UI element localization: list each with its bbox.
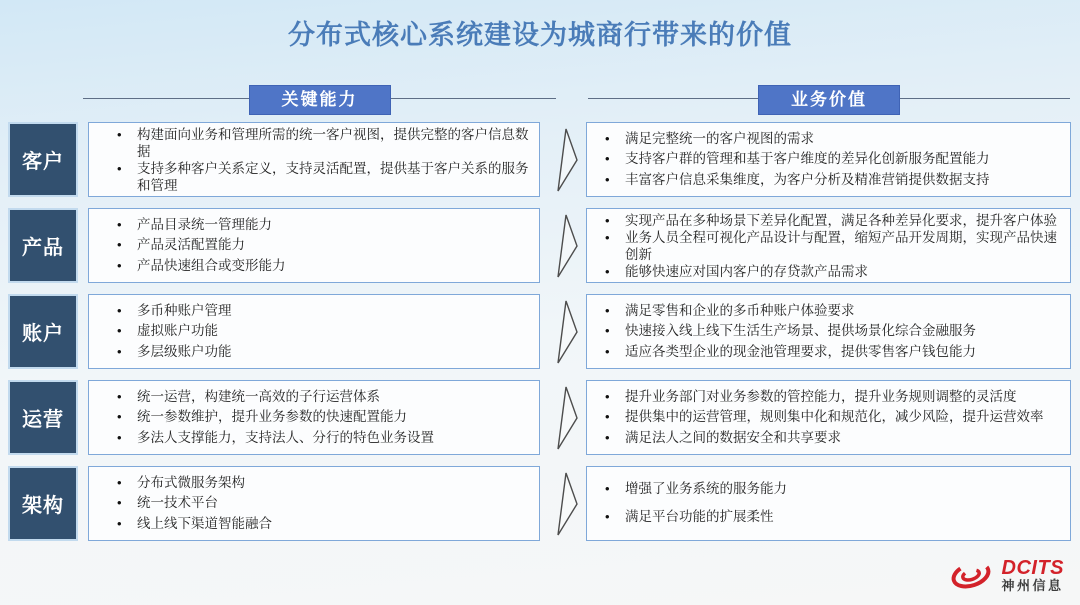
bullet-item: • 业务人员全程可视化产品设计与配置，缩短产品开发周期，实现产品快速创新: [603, 230, 1062, 264]
bullet-item: • 增强了业务系统的服务能力: [603, 481, 1062, 498]
values-box: [586, 380, 1071, 455]
key-capabilities-header-group: [83, 85, 556, 113]
bullet-item: • 产品目录统一管理能力: [115, 217, 531, 234]
bullet-item: • 多法人支撑能力，支持法人、分行的特色业务设置: [115, 430, 531, 447]
logo-company-text: 神州信息: [1001, 577, 1064, 593]
value-rows: [0, 122, 1080, 541]
bullet-item: • 满足平台功能的扩展柔性: [603, 509, 1062, 526]
bullet-item: • 能够快速应对国内客户的存贷款产品需求: [603, 264, 1062, 281]
value-row: [8, 122, 1071, 197]
bullet-item: • 支持客户群的管理和基于客户维度的差异化创新服务配置能力: [603, 151, 1062, 168]
bullet-item: • 分布式微服务架构: [115, 475, 531, 492]
value-row: [8, 380, 1071, 455]
dcits-logo: [949, 557, 1065, 593]
capabilities-box: [88, 294, 540, 369]
capabilities-box: [88, 122, 540, 197]
values-list: [587, 381, 1070, 454]
column-headers: [0, 85, 1080, 115]
arrow-right-icon: [540, 122, 586, 197]
values-list: [587, 467, 1070, 540]
bullet-item: • 提升业务部门对业务参数的管控能力，提升业务规则调整的灵活度: [603, 389, 1062, 406]
category-label: 客户: [8, 122, 78, 197]
business-value-header: 业务价值: [758, 85, 900, 115]
values-box: [586, 122, 1071, 197]
values-list: [587, 295, 1070, 368]
capabilities-box: [88, 466, 540, 541]
bullet-item: • 构建面向业务和管理所需的统一客户视图，提供完整的客户信息数据: [115, 127, 531, 161]
page-title: 分布式核心系统建设为城商行带来的价值: [288, 20, 792, 50]
values-box: [586, 466, 1071, 541]
bullet-item: • 满足完整统一的客户视图的需求: [603, 131, 1062, 148]
bullet-item: • 虚拟账户功能: [115, 323, 531, 340]
bullet-item: • 适应各类型企业的现金池管理要求，提供零售客户钱包能力: [603, 344, 1062, 361]
bullet-item: • 支持多种客户关系定义，支持灵活配置，提供基于客户关系的服务和管理: [115, 161, 531, 195]
bullet-item: • 统一技术平台: [115, 495, 531, 512]
capabilities-list: [89, 123, 539, 196]
category-label: 产品: [8, 208, 78, 283]
bullet-item: • 快速接入线上线下生活生产场景、提供场景化综合金融服务: [603, 323, 1062, 340]
value-row: [8, 294, 1071, 369]
capabilities-list: [89, 209, 539, 282]
bullet-item: • 多币种账户管理: [115, 303, 531, 320]
bullet-item: • 丰富客户信息采集维度，为客户分析及精准营销提供数据支持: [603, 172, 1062, 189]
capabilities-list: [89, 467, 539, 540]
bullet-item: • 实现产品在多种场景下差异化配置，满足各种差异化要求，提升客户体验: [603, 213, 1062, 230]
bullet-item: • 统一运营，构建统一高效的子行运营体系: [115, 389, 531, 406]
arrow-right-icon: [540, 294, 586, 369]
bullet-item: • 提供集中的运营管理，规则集中化和规范化，减少风险，提升运营效率: [603, 409, 1062, 426]
values-list: [587, 123, 1070, 196]
category-label: 运营: [8, 380, 78, 455]
value-row: [8, 208, 1071, 283]
dcits-swirl-icon: [949, 557, 995, 593]
values-box: [586, 208, 1071, 283]
capabilities-box: [88, 208, 540, 283]
bullet-item: • 产品快速组合或变形能力: [115, 258, 531, 275]
values-box: [586, 294, 1071, 369]
capabilities-list: [89, 381, 539, 454]
bullet-item: • 统一参数维护，提升业务参数的快速配置能力: [115, 409, 531, 426]
bullet-item: • 满足零售和企业的多币种账户体验要求: [603, 303, 1062, 320]
capabilities-box: [88, 380, 540, 455]
bullet-item: • 产品灵活配置能力: [115, 237, 531, 254]
arrow-right-icon: [540, 380, 586, 455]
bullet-item: • 满足法人之间的数据安全和共享要求: [603, 430, 1062, 447]
category-label: 账户: [8, 294, 78, 369]
key-capabilities-header: 关键能力: [249, 85, 391, 115]
business-value-header-group: [588, 85, 1070, 113]
capabilities-list: [89, 295, 539, 368]
arrow-right-icon: [540, 466, 586, 541]
bullet-item: • 线上线下渠道智能融合: [115, 516, 531, 533]
value-row: [8, 466, 1071, 541]
bullet-item: • 多层级账户功能: [115, 344, 531, 361]
logo-brand-text: DCITS: [1001, 556, 1064, 579]
values-list: [587, 209, 1070, 282]
category-label: 架构: [8, 466, 78, 541]
arrow-right-icon: [540, 208, 586, 283]
